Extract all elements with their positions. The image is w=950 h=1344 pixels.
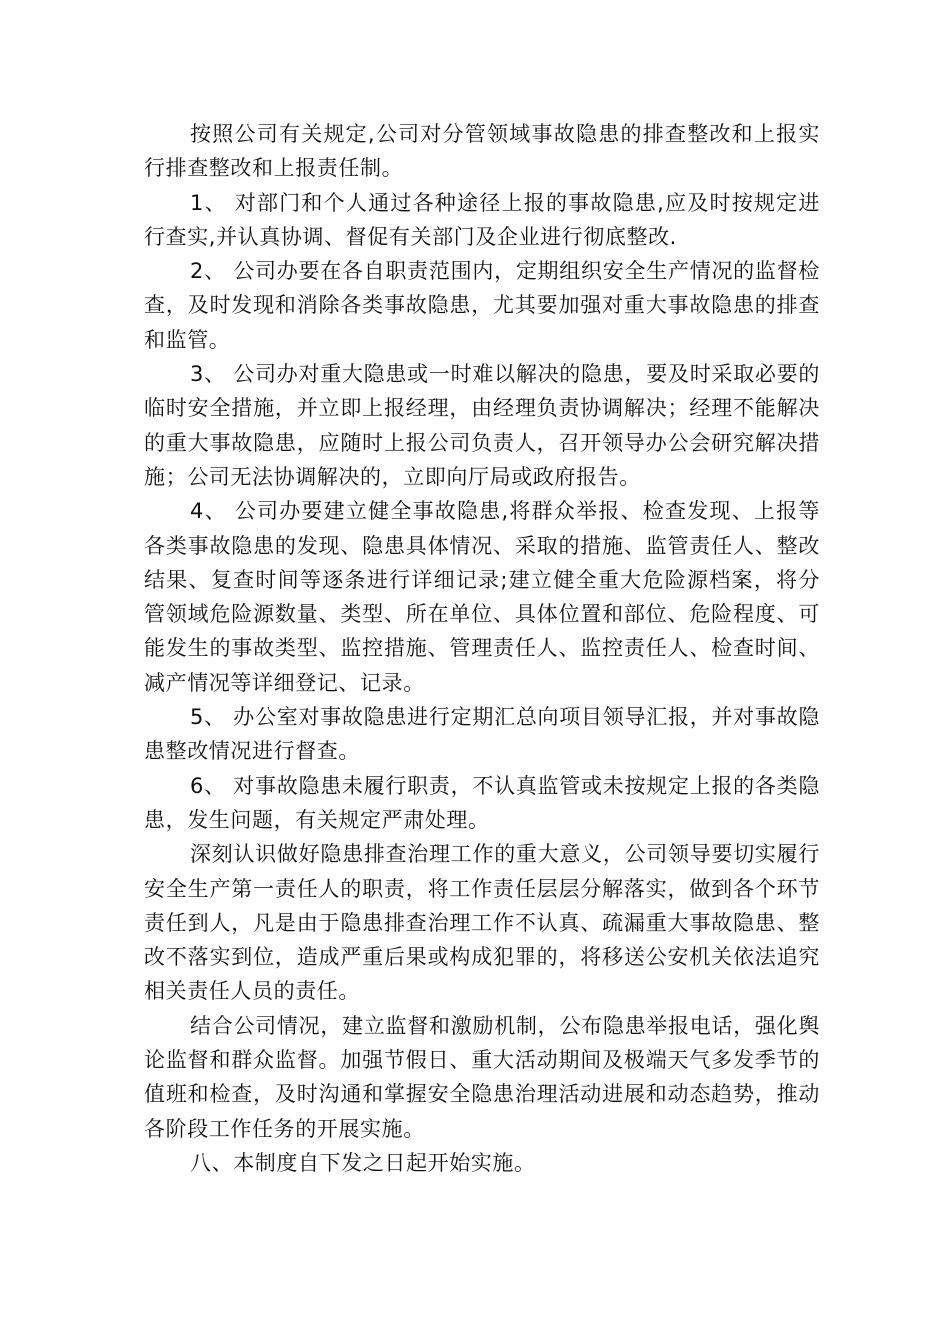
paragraph-item-3: 3、 公司办对重大隐患或一时难以解决的隐患，要及时采取必要的临时安全措施，并立即上报经理，由经理负责协调解决；经理不能解决的重大事故隐患，应随时上报公司负责人，召开领导办公会研究解决措施；公司无法协调解决的，立即向厅局或政府报告。 [144,362,820,489]
paragraph-effective-date: 八、本制度自下发之日起开始实施。 [190,1150,536,1175]
paragraph-item-6: 6、 对事故隐患未履行职责，不认真监管或未按规定上报的各类隐患，发生问题，有关规定严肃处理。 [144,773,820,832]
paragraph-item-5: 5、 办公室对事故隐患进行定期汇总向项目领导汇报，并对事故隐患整改情况进行督查。 [144,705,820,764]
document-body [144,117,820,1180]
paragraph-item-2: 2、 公司办要在各自职责范围内，定期组织安全生产情况的监督检查，及时发现和消除各类事故隐患，尤其要加强对重大事故隐患的排查和监管。 [144,259,820,352]
paragraph-supervision: 结合公司情况，建立监督和激励机制，公布隐患举报电话，强化舆论监督和群众监督。加强节假日、重大活动期间及极端天气多发季节的值班和检查，及时沟通和掌握安全隐患治理活动进展和动态趋势，推动各阶段工作任务的开展实施。 [144,1013,820,1141]
paragraph-item-1: 1、 对部门和个人通过各种途径上报的事故隐患,应及时按规定进行查实,并认真协调、督促有关部门及企业进行彻底整改. [144,190,820,249]
paragraph-intro: 按照公司有关规定,公司对分管领域事故隐患的排查整改和上报实行排查整改和上报责任制。 [144,122,820,181]
paragraph-item-4: 4、 公司办要建立健全事故隐患,将群众举报、检查发现、上报等各类事故隐患的发现、隐患具体情况、采取的措施、监管责任人、整改结果、复查时间等逐条进行详细记录;建立健全重大危险源档案，将分管领域危险源数量、类型、所在单位、具体位置和部位、危险程度、可能发生的事故类型、监控措施、管理责任人、监控责任人、检查时间、减产情况等详细登记、记录。 [144,499,820,695]
paragraph-responsibility: 深刻认识做好隐患排查治理工作的重大意义，公司领导要切实履行安全生产第一责任人的职责，将工作责任层层分解落实，做到各个环节责任到人，凡是由于隐患排查治理工作不认真、疏漏重大事故隐患、整改不落实到位，造成严重后果或构成犯罪的，将移送公安机关依法追究相关责任人员的责任。 [144,842,820,1004]
